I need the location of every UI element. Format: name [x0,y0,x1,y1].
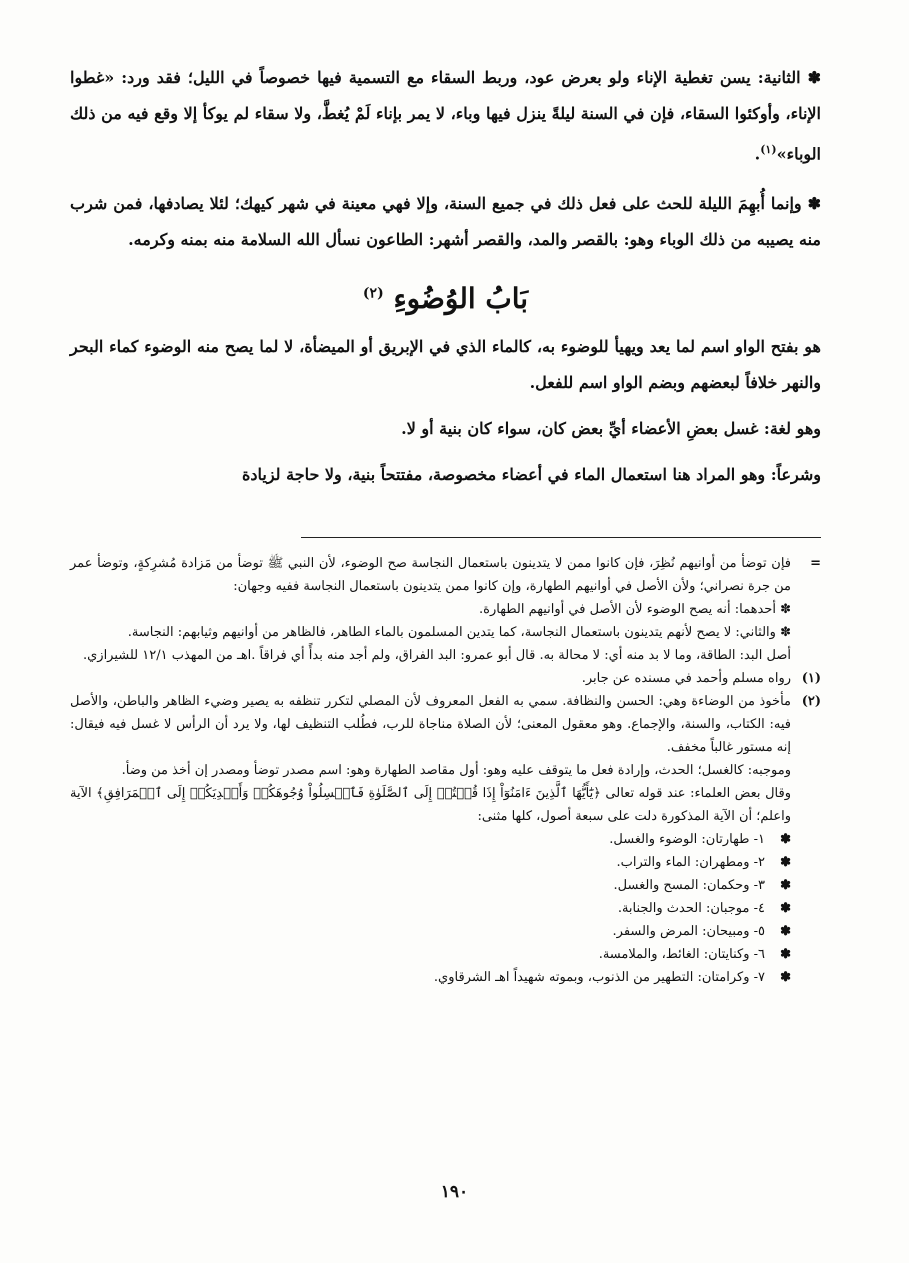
paragraph-end: . [754,144,761,164]
page-body [70,60,821,989]
list-item [70,828,791,851]
bullet-star: ✽ [780,924,791,940]
footnote-text: رواه مسلم وأحمد في مسنده عن جابر. [581,671,791,687]
footnote-subpoint [70,644,821,667]
paragraph-night [70,186,821,258]
footnote-text: والثاني: لا يصح لأنهم يتدينون باستعمال النجاسة، كما يتدين المسلمون بالماء الطاهر، فالظاهر من أوانيهم وثيابهم: النجاسة. [127,625,776,641]
chapter-title: بَابُ الوُضُوءِ [393,282,529,316]
list-item [70,851,791,874]
footnote-1 [70,667,821,690]
chapter-heading [70,282,821,315]
footnote-number: (٢) [801,694,821,710]
footnote-line [70,621,791,644]
paragraph-second-sunna [70,60,821,172]
page-number: ١٩٠ [440,1182,469,1202]
footnote-ref-1: (١) [760,143,777,156]
paragraph-text: الثانية: يسن تغطية الإناء ولو بعرض عود، وربط السقاء مع التسمية فيها خصوصاً في الليل؛ فقد ورد: «غطوا الإناء، وأوكئوا السقاء، فإن في السنة ليلةً ينزل فيها وباء، لا يمر بإناء لَمْ يُغطَّ، ولا سقاء لم يوكأ إلا وقع فيه من ذلك الوباء» [70,68,821,164]
bullet-star: ✽ [780,901,791,917]
footnote-text: مأخوذ من الوضاءة وهي: الحسن والنظافة. سمي به الفعل المعروف لأن المصلي لتكرر تنظفه به يصير وضيء الظاهر والباطن، والأصل فيه: الكتاب، والسنة، والإجماع. وهو معقول المعنى؛ لأن الصلاة مناجاة للرب، فطُلب التنظيف لها، ولا يرد أن الرأس لا غسل فيه فيقال: إنه مستور غالباً مخفف. [70,694,791,756]
list-item-text: ٦- وكنايتان: الغائط، والملامسة. [598,947,765,963]
list-item-text: ٥- ومبيحان: المرض والسفر. [612,924,765,940]
bullet-star: ✽ [780,832,791,848]
list-item-text: ٣- وحكمان: المسح والغسل. [613,878,765,894]
seven-principles-list [70,828,791,989]
list-item [70,943,791,966]
bullet-star: ✽ [780,878,791,894]
list-item-text: ٢- ومطهران: الماء والتراب. [616,855,765,871]
footnote-text: أحدهما: أنه يصح الوضوء لأن الأصل في أوانيهم الطهارة. [479,602,776,618]
footnote-2 [70,690,821,759]
footnote-subpoint [70,782,821,828]
paragraph-text: وإنما أُبهِمَ الليلة للحث على فعل ذلك في جميع السنة، وإلا فهي معينة في شهر كيهك؛ لئلا يصادفها، فمن شرب منه يصيبه من ذلك الوباء وهو: بالقصر والمد، والقصر أشهر: الطاعون نسأل الله السلامة منه بمنه وكرمه. [70,194,821,250]
bullet-star: ✽ [780,947,791,963]
paragraph-legal: وشرعاً: وهو المراد هنا استعمال الماء في أعضاء مخصوصة، مفتتحاً بنية، ولا حاجة لزيادة [242,465,821,485]
list-item-text: ٧- وكرامتان: التطهير من الذنوب، وبموته شهيداً اهـ الشرقاوي. [433,970,765,986]
list-item-text: ١- طهارتان: الوضوء والغسل. [609,832,765,848]
footnote-ref-2: (٢) [362,286,384,302]
footnote-text: وقال بعض العلماء: عند قوله تعالى ﴿يَٰٓأَيُّهَا ٱلَّذِينَ ءَامَنُوٓاْ إِذَا قُمۡتُمۡ إِلَى ٱلصَّلَوٰةِ فَٱغۡسِلُواْ وُجُوهَكُمۡ وَأَيۡدِيَكُمۡ إِلَى ٱلۡمَرَافِقِ﴾ الآية واعلم؛ أن الآية المذكورة دلت على سبعة أصول، كلها مثنى: [70,786,791,825]
bullet-star: ✽ [780,625,791,641]
bullet-star: ✽ [807,68,821,87]
footnote-continued [70,552,821,598]
paragraph-definition: هو بفتح الواو اسم لما يعد ويهيأ للوضوء به، كالماء الذي في الإبريق أو الميضأة، لا لما يصح منه الوضوء كماء البحر والنهر خلافاً لبعضهم وبضم الواو اسم للفعل. [70,337,821,393]
list-item [70,874,791,897]
footnotes [70,552,821,989]
list-item-text: ٤- موجبان: الحدث والجنابة. [617,901,765,917]
footnote-text: وموجبه: كالغسل؛ الحدث، وإرادة فعل ما يتوقف عليه وهو: أول مقاصد الطهارة وهو: اسم مصدر توضأ ومصدر إن أخذ من وضأ. [121,763,791,779]
paragraph-linguistic: وهو لغة: غسل بعضِ الأعضاء أيِّ بعض كان، سواء كان بنية أو لا. [401,419,821,439]
footnote-subpoint [70,598,821,621]
footnote-text: أصل البد: الطاقة، وما لا بد منه أي: لا محالة به. قال أبو عمرو: البد الفراق، ولم أجد منه بدأً أي فراقاً .اهـ من المهذب ١٢/١ للشيرازي. [82,648,791,664]
footnote-line [70,598,791,621]
bullet-star: ✽ [807,194,822,214]
footnote-number: (١) [801,671,821,687]
main-text [70,60,821,493]
list-item [70,920,791,943]
footnote-subpoint [70,621,821,644]
continuation-mark: = [810,556,821,572]
footnote-text: فإن توضأ من أوانيهم نُظِرَ، فإن كانوا ممن لا يتدينون باستعمال النجاسة صح الوضوء، لأن النبي ﷺ توضأ من مَزادة مُشرِكةٍ، وتوضأ عمر من جرة نصراني؛ ولأن الأصل في أوانيهم الطهارة، وإن كانوا ممن يتدينون باستعمال النجاسة ففيه وجهان: [70,556,791,595]
bullet-star: ✽ [780,970,791,986]
footnote-separator [301,537,821,538]
bullet-star: ✽ [780,855,791,871]
list-item [70,897,791,920]
bullet-star: ✽ [780,602,791,618]
footnote-subpoint [70,759,821,782]
list-item [70,966,791,989]
